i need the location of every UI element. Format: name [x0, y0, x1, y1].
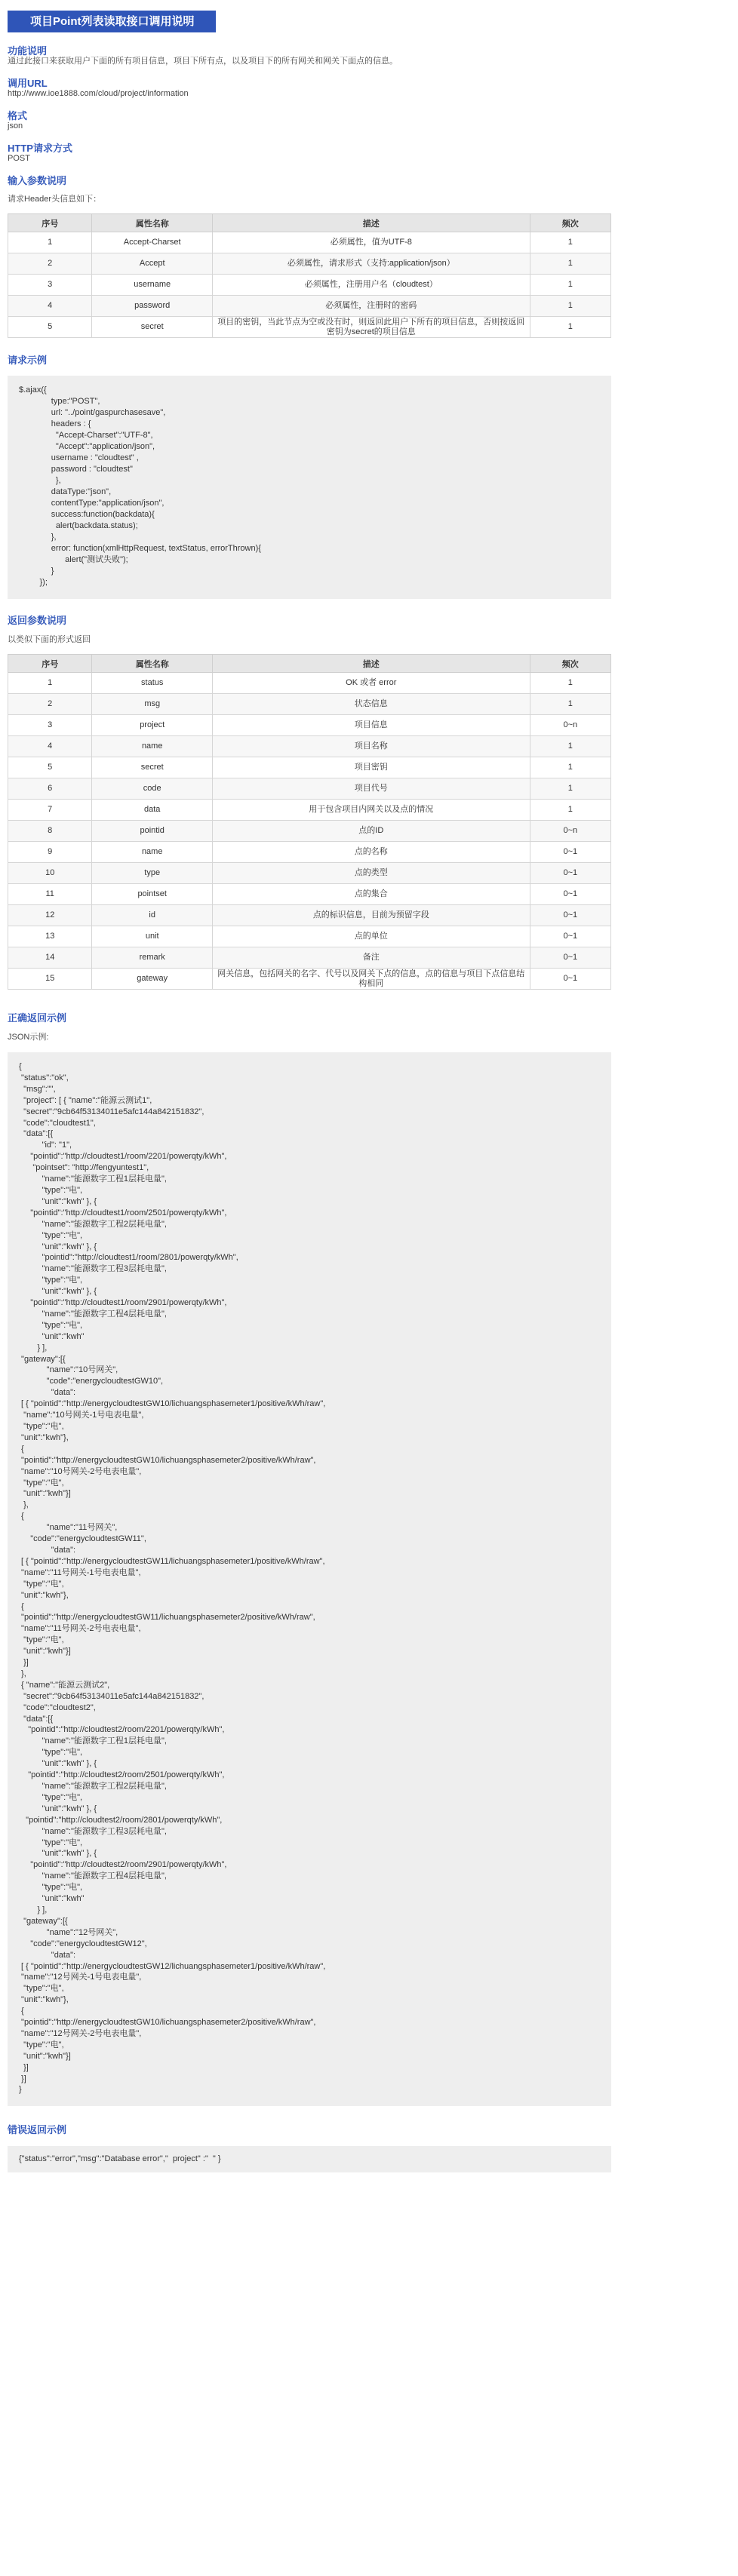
cell-freq: 0~1 [530, 969, 610, 990]
cell-freq: 0~1 [530, 947, 610, 969]
table-row [8, 778, 611, 800]
table-row [8, 715, 611, 736]
return-params-table [8, 654, 611, 990]
cell-freq: 1 [530, 778, 610, 800]
cell-index: 8 [8, 821, 92, 842]
url-section [8, 78, 611, 99]
request-code-block: $.ajax({ type:"POST", url: "../point/gaspurchasesave", headers : { "Accept-Charset":"UTF-8", "Accept":"application/json", username : "cloudtest" , password : "cloudtest" }, dataType:"json", contentType:"application/json", success:function(backdata){ alert(backdata.status); }, error: function(xmlHttpRequest, textStatus, errorThrown){ alert("测试失败"); } }); [8, 376, 611, 599]
method-heading: HTTP请求方式 [8, 143, 72, 154]
table-row [8, 317, 611, 338]
cell-index: 2 [8, 694, 92, 715]
cell-index: 7 [8, 800, 92, 821]
table-row [8, 800, 611, 821]
table-row [8, 947, 611, 969]
return-section [8, 615, 611, 990]
cell-attr: gateway [92, 969, 213, 990]
table-row [8, 296, 611, 317]
success-intro: JSON示例: [8, 1033, 49, 1042]
cell-desc: 必须属性，注册时的密码 [213, 296, 530, 317]
cell-desc: 项目名称 [213, 736, 530, 757]
cell-desc: 备注 [213, 947, 530, 969]
cell-index: 2 [8, 253, 92, 275]
cell-index: 3 [8, 275, 92, 296]
table-row [8, 863, 611, 884]
cell-attr: secret [92, 757, 213, 778]
cell-desc: 点的类型 [213, 863, 530, 884]
cell-attr: remark [92, 947, 213, 969]
cell-index: 6 [8, 778, 92, 800]
cell-desc: 网关信息，包括网关的名字、代号以及网关下点的信息，点的信息与项目下点信息结构相同 [213, 969, 530, 990]
cell-attr: unit [92, 926, 213, 947]
cell-freq: 0~n [530, 821, 610, 842]
cell-index: 13 [8, 926, 92, 947]
function-heading: 功能说明 [8, 45, 48, 57]
cell-freq: 1 [530, 296, 610, 317]
function-text: 通过此接口来获取用户下面的所有项目信息，项目下所有点，以及项目下的所有网关和网关下面点的信息。 [8, 57, 398, 66]
error-heading: 错误返回示例 [8, 2124, 67, 2136]
cell-desc: 点的标识信息，目前为预留字段 [213, 905, 530, 926]
cell-attr: project [92, 715, 213, 736]
cell-freq: 0~1 [530, 905, 610, 926]
success-code-block: { "status":"ok", "msg":"", "project": [ { "name":"能源云测试1", "secret":"9cb64f53134011e5afc144a842151832", "code":"cloudtest1", "data":[{ "id": "1", "pointid":"http://cloudtest1/room/2201/powerqty/kWh", "pointset": "http://fengyuntest1", "name":"能源数字工程1层耗电量", "type":"电", "unit":"kwh" }, { "pointid":"http://cloudtest1/room/2501/powerqty/kWh", "name":"能源数字工程2层耗电量", "type":"电", "unit":"kwh" }, { "pointid":"http://cloudtest1/room/2801/powerqty/kWh", "name":"能源数字工程3层耗电量", "type":"电", "unit":"kwh" }, { "pointid":"http://cloudtest1/room/2901/powerqty/kWh", "name":"能源数字工程4层耗电量", "type":"电", "unit":"kwh" } ], "gateway":[{ "name":"10号网关", "code":"energycloudtestGW10", "data": [ { "pointid":"http://energycloudtestGW10/lichuangsphasemeter1/positive/kWh/raw", "name":"10号网关-1号电表电量", "type":"电", "unit":"kwh"}, { "pointid":"http://energycloudtestGW10/lichuangsphasemeter2/positive/kWh/raw", "name":"10号网关-2号电表电量", "type":"电", "unit":"kwh"}] }, { "name":"11号网关", "code":"energycloudtestGW11", "data": [ { "pointid":"http://energycloudtestGW11/lichuangsphasemeter1/positive/kWh/raw", "name":"11号网关-1号电表电量", "type":"电", "unit":"kwh"}, { "pointid":"http://energycloudtestGW11/lichuangsphasemeter2/positive/kWh/raw", "name":"11号网关-2号电表电量", "type":"电", "unit":"kwh"}] }] }, { "name":"能源云测试2", "secret":"9cb64f53134011e5afc144a842151832", "code":"cloudtest2", "data":[{ "pointid":"http://cloudtest2/room/2201/powerqty/kWh", "name":"能源数字工程1层耗电量", "type":"电", "unit":"kwh" }, { "pointid":"http://cloudtest2/room/2501/powerqty/kWh", "name":"能源数字工程2层耗电量", "type":"电", "unit":"kwh" }, { "pointid":"http://cloudtest2/room/2801/powerqty/kWh", "name":"能源数字工程3层耗电量", "type":"电", "unit":"kwh" }, { "pointid":"http://cloudtest2/room/2901/powerqty/kWh", "name":"能源数字工程4层耗电量", "type":"电", "unit":"kwh" } ], "gateway":[{ "name":"12号网关", "code":"energycloudtestGW12", "data": [ { "pointid":"http://energycloudtestGW12/lichuangsphasemeter1/positive/kWh/raw", "name":"12号网关-1号电表电量", "type":"电", "unit":"kwh"}, { "pointid":"http://energycloudtestGW10/lichuangsphasemeter2/positive/kWh/raw", "name":"12号网关-2号电表电量", "type":"电", "unit":"kwh"}] }] }] } [8, 1052, 611, 2106]
column-header-freq: 频次 [530, 214, 610, 232]
cell-freq: 1 [530, 317, 610, 338]
cell-freq: 1 [530, 757, 610, 778]
function-section [8, 45, 611, 66]
cell-attr: id [92, 905, 213, 926]
return-intro: 以类似下面的形式返回 [8, 635, 91, 644]
cell-desc: 点的集合 [213, 884, 530, 905]
request-section [8, 355, 611, 599]
cell-index: 4 [8, 736, 92, 757]
input-params-table [8, 213, 611, 338]
column-header-desc: 描述 [213, 655, 530, 673]
input-heading: 输入参数说明 [8, 175, 67, 186]
cell-desc: 点的单位 [213, 926, 530, 947]
cell-attr: password [92, 296, 213, 317]
table-header-row [8, 655, 611, 673]
cell-desc: 用于包含项目内网关以及点的情况 [213, 800, 530, 821]
cell-attr: username [92, 275, 213, 296]
cell-freq: 1 [530, 800, 610, 821]
cell-index: 3 [8, 715, 92, 736]
cell-desc: OK 或者 error [213, 673, 530, 694]
format-heading: 格式 [8, 110, 28, 121]
cell-attr: msg [92, 694, 213, 715]
cell-attr: status [92, 673, 213, 694]
column-header-freq: 频次 [530, 655, 610, 673]
table-row [8, 757, 611, 778]
table-header-row [8, 214, 611, 232]
method-text: POST [8, 154, 30, 163]
cell-desc: 项目信息 [213, 715, 530, 736]
error-section [8, 2124, 611, 2172]
method-section [8, 143, 611, 164]
cell-desc: 点的ID [213, 821, 530, 842]
url-text: http://www.ioe1888.com/cloud/project/information [8, 89, 189, 98]
column-header-desc: 描述 [213, 214, 530, 232]
cell-freq: 1 [530, 232, 610, 253]
request-heading: 请求示例 [8, 355, 48, 366]
table-row [8, 842, 611, 863]
cell-desc: 必须属性，值为UTF-8 [213, 232, 530, 253]
table-row [8, 736, 611, 757]
cell-attr: name [92, 736, 213, 757]
cell-attr: type [92, 863, 213, 884]
column-header-index: 序号 [8, 214, 92, 232]
table-row [8, 232, 611, 253]
table-row [8, 926, 611, 947]
page-title: 项目Point列表读取接口调用说明 [8, 11, 216, 32]
cell-desc: 必须属性，请求形式（支持:application/json） [213, 253, 530, 275]
cell-desc: 项目密钥 [213, 757, 530, 778]
cell-index: 14 [8, 947, 92, 969]
cell-attr: pointset [92, 884, 213, 905]
cell-attr: Accept [92, 253, 213, 275]
cell-desc: 项目代号 [213, 778, 530, 800]
cell-desc: 点的名称 [213, 842, 530, 863]
cell-freq: 0~1 [530, 863, 610, 884]
column-header-index: 序号 [8, 655, 92, 673]
cell-freq: 1 [530, 673, 610, 694]
table-row [8, 673, 611, 694]
return-heading: 返回参数说明 [8, 615, 67, 626]
cell-freq: 1 [530, 253, 610, 275]
cell-index: 10 [8, 863, 92, 884]
column-header-attr: 属性名称 [92, 655, 213, 673]
success-heading: 正确返回示例 [8, 1012, 67, 1024]
cell-index: 5 [8, 317, 92, 338]
input-section [8, 175, 611, 338]
document [8, 11, 611, 2172]
format-text: json [8, 121, 23, 130]
cell-desc: 项目的密钥，当此节点为空或没有时，则返回此用户下所有的项目信息，否则按返回密钥为secret的项目信息 [213, 317, 530, 338]
url-heading: 调用URL [8, 78, 48, 89]
cell-index: 15 [8, 969, 92, 990]
cell-attr: data [92, 800, 213, 821]
input-intro: 请求Header头信息如下： [8, 195, 102, 204]
success-section [8, 1012, 611, 2106]
table-row [8, 969, 611, 990]
cell-freq: 1 [530, 275, 610, 296]
cell-freq: 1 [530, 736, 610, 757]
table-row [8, 275, 611, 296]
cell-attr: pointid [92, 821, 213, 842]
cell-freq: 0~1 [530, 842, 610, 863]
cell-freq: 0~1 [530, 884, 610, 905]
cell-index: 5 [8, 757, 92, 778]
cell-index: 11 [8, 884, 92, 905]
cell-freq: 0~1 [530, 926, 610, 947]
column-header-attr: 属性名称 [92, 214, 213, 232]
cell-attr: name [92, 842, 213, 863]
cell-attr: code [92, 778, 213, 800]
cell-freq: 1 [530, 694, 610, 715]
table-row [8, 821, 611, 842]
error-code-block: {"status":"error","msg":"Database error"," project" :" " } [8, 2146, 611, 2172]
cell-index: 1 [8, 232, 92, 253]
cell-desc: 状态信息 [213, 694, 530, 715]
cell-index: 4 [8, 296, 92, 317]
table-row [8, 905, 611, 926]
cell-attr: Accept-Charset [92, 232, 213, 253]
cell-index: 9 [8, 842, 92, 863]
format-section [8, 110, 611, 131]
table-row [8, 253, 611, 275]
cell-desc: 必须属性，注册用户名（cloudtest） [213, 275, 530, 296]
cell-attr: secret [92, 317, 213, 338]
table-row [8, 884, 611, 905]
cell-index: 1 [8, 673, 92, 694]
cell-freq: 0~n [530, 715, 610, 736]
table-row [8, 694, 611, 715]
cell-index: 12 [8, 905, 92, 926]
